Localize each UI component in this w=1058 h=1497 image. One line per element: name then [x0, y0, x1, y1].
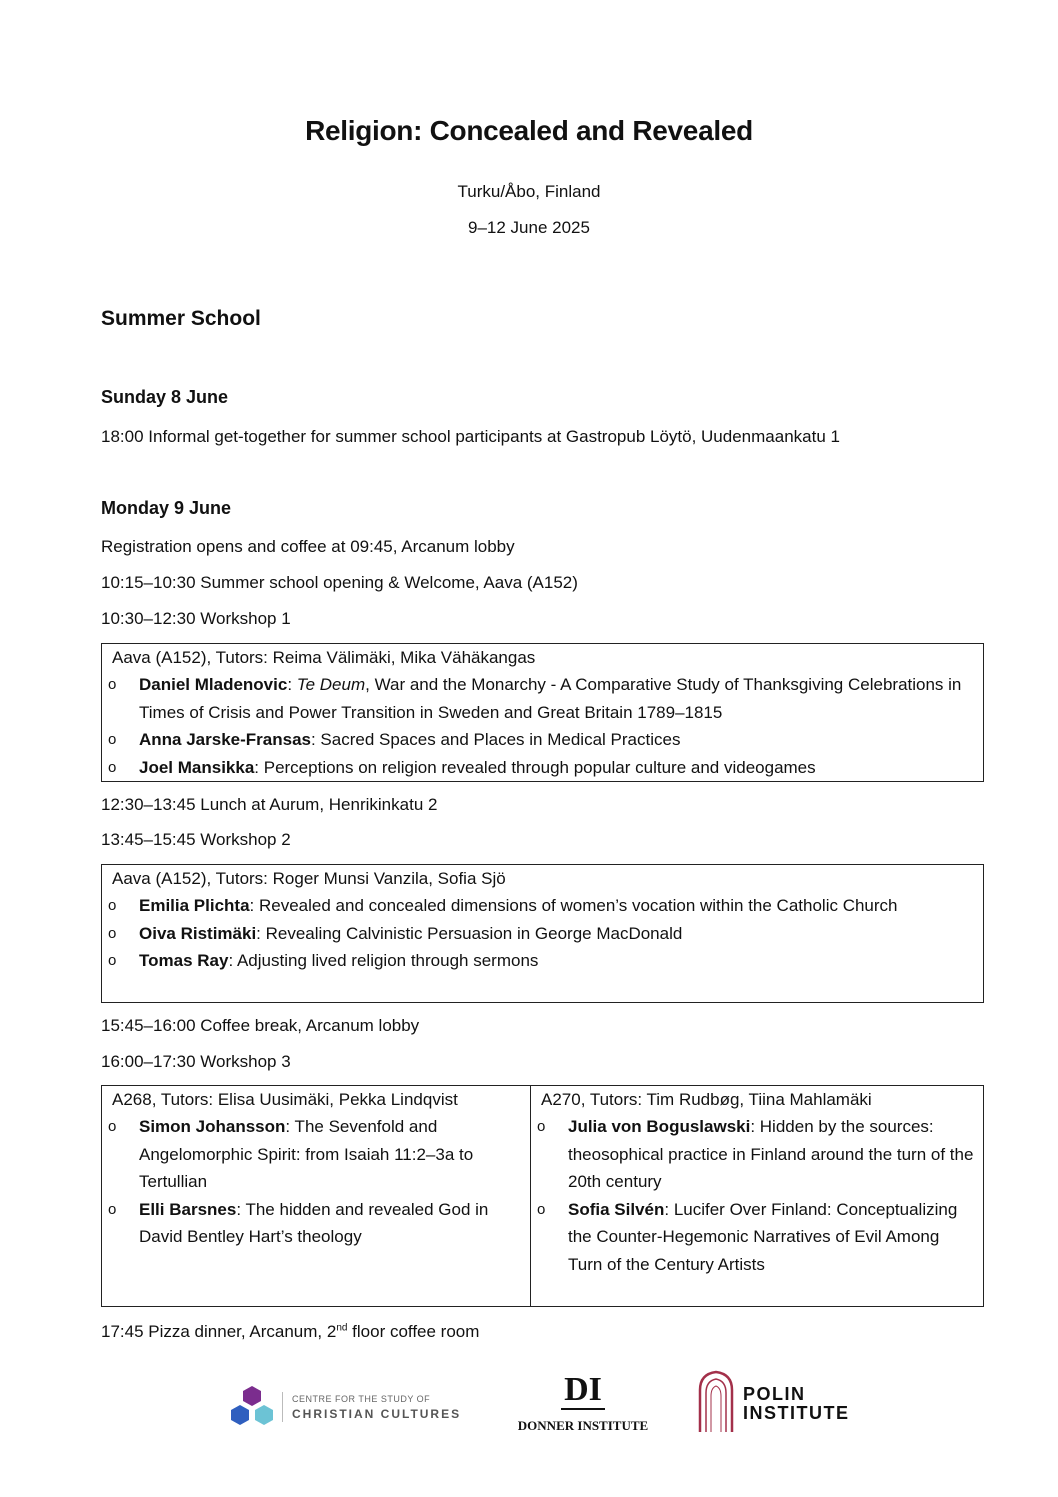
presenter-name: Sofia Silvén	[568, 1199, 665, 1219]
list-item	[102, 1113, 522, 1196]
paper-title: : Hidden by the sources: theosophical practice in Finland around the turn of the 20th century	[568, 1117, 974, 1191]
bullet-icon: o	[537, 1118, 546, 1135]
presenter-name: Daniel Mladenovic	[139, 675, 288, 694]
event-location: Turku/Åbo, Finland	[457, 182, 601, 201]
csc-line2: CHRISTIAN CULTURES	[292, 1407, 462, 1421]
coffee-line: 15:45–16:00 Coffee break, Arcanum lobby	[101, 1016, 420, 1035]
logo-strip	[0, 1370, 1058, 1460]
list-item	[531, 1113, 975, 1196]
workshop3-time: 16:00–17:30 Workshop 3	[101, 1052, 291, 1071]
arch-icon	[697, 1370, 735, 1434]
presenter-name: Simon Johansson	[139, 1117, 286, 1136]
presenter-name: Anna Jarske-Fransas	[139, 730, 311, 749]
polin-line1: POLIN	[743, 1384, 806, 1404]
presenter-name: Joel Mansikka	[139, 757, 255, 777]
presenter-name: Oiva Ristimäki	[139, 923, 257, 943]
hexagon-cluster-icon	[226, 1384, 278, 1432]
paper-title: : Perceptions on religion revealed through popular culture and videogames	[254, 757, 816, 777]
bullet-icon: o	[108, 924, 117, 942]
workshop2-head: Aava (A152), Tutors: Roger Munsi Vanzila, Sofia Sjö	[112, 869, 506, 888]
list-item	[102, 947, 983, 975]
bullet-icon: o	[108, 758, 117, 776]
workshop2-box	[101, 864, 984, 1003]
sunday-heading: Sunday 8 June	[101, 387, 229, 407]
list-item	[531, 1196, 975, 1279]
presenter-name: Julia von Boguslawski	[568, 1117, 751, 1136]
lunch-line: 12:30–13:45 Lunch at Aurum, Henrikinkatu 2	[101, 795, 438, 814]
bullet-icon: o	[108, 897, 117, 914]
presenter-name: Emilia Plichta	[139, 896, 250, 915]
paper-title: , War and the Monarchy - A Comparative Study of Thanksgiving Celebrations in Times of Crisis and Power Transition in Sweden and Great Britain 1789–1815	[139, 675, 962, 722]
bullet-icon: o	[537, 1200, 546, 1218]
list-item	[102, 754, 983, 782]
list-item	[102, 726, 983, 754]
monday-heading: Monday 9 June	[101, 498, 232, 518]
list-item	[102, 892, 983, 920]
paper-title: : The Sevenfold and Angelomorphic Spirit: from Isaiah 11:2–3a to Tertullian	[139, 1117, 474, 1191]
opening-line: 10:15–10:30 Summer school opening & Welcome, Aava (A152)	[101, 573, 578, 592]
logo-divider	[282, 1392, 283, 1422]
list-item	[102, 920, 983, 948]
dinner-text: 17:45 Pizza dinner, Arcanum, 2	[101, 1322, 337, 1341]
workshop3-box	[101, 1085, 984, 1307]
bullet-icon: o	[108, 731, 117, 748]
event-dates: 9–12 June 2025	[468, 218, 590, 237]
paper-title: : Revealed and concealed dimensions of women’s vocation within the Catholic Church	[249, 896, 898, 915]
donner-logo	[508, 1372, 658, 1434]
workshop3-left	[102, 1086, 530, 1306]
polin-line2: INSTITUTE	[743, 1403, 850, 1423]
di-mark: DI	[561, 1372, 605, 1410]
workshop3-right	[530, 1086, 983, 1306]
polin-logo	[697, 1370, 857, 1438]
paper-title: : Revealing Calvinistic Persuasion in George MacDonald	[256, 923, 683, 943]
sunday-event: 18:00 Informal get-together for summer school participants at Gastropub Löytö, Uudenmaankatu 1	[101, 427, 840, 446]
paper-title: : Sacred Spaces and Places in Medical Practices	[310, 730, 681, 749]
bullet-icon: o	[108, 1118, 117, 1135]
workshop1-box	[101, 643, 984, 782]
workshop1-head: Aava (A152), Tutors: Reima Välimäki, Mika Vähäkangas	[112, 648, 536, 667]
workshop1-time: 10:30–12:30 Workshop 1	[101, 609, 291, 628]
dinner-line	[101, 1322, 479, 1342]
list-item	[102, 1196, 522, 1251]
section-title: Summer School	[101, 307, 261, 330]
presenter-name: Tomas Ray	[139, 951, 229, 970]
csc-logo	[226, 1384, 476, 1434]
dinner-sup: nd	[336, 1322, 348, 1334]
paper-title: : The hidden and revealed God in David Bentley Hart’s theology	[139, 1199, 489, 1246]
csc-line1: CENTRE FOR THE STUDY OF	[292, 1394, 431, 1404]
workshop2-time: 13:45–15:45 Workshop 2	[101, 830, 291, 849]
document-title: Religion: Concealed and Revealed	[305, 115, 753, 146]
bullet-icon: o	[108, 952, 117, 969]
paper-title: : Adjusting lived religion through sermons	[228, 951, 539, 970]
paper-title: : Lucifer Over Finland: Conceptualizing the Counter-Hegemonic Narratives of Evil Among Turn of the Century Artists	[568, 1199, 958, 1274]
list-item: o Daniel Mladenovic: Te Deum, War and the Monarchy - A Comparative Study of Thanksgiving Celebrations in Times of Crisis and Power Transition in Sweden and Great Britain 1789–1815	[102, 671, 983, 726]
bullet-icon: o	[108, 1200, 117, 1218]
di-name: DONNER INSTITUTE	[517, 1418, 649, 1433]
workshop3-right-head: A270, Tutors: Tim Rudbøg, Tiina Mahlamäki	[541, 1090, 872, 1109]
dinner-text-end: floor coffee room	[347, 1322, 480, 1341]
workshop3-left-head: A268, Tutors: Elisa Uusimäki, Pekka Lindqvist	[112, 1090, 458, 1109]
bullet-icon: o	[108, 676, 117, 693]
registration-line: Registration opens and coffee at 09:45, Arcanum lobby	[101, 537, 515, 556]
presenter-name: Elli Barsnes	[139, 1199, 237, 1219]
paper-title-italic: Te Deum	[296, 675, 366, 694]
